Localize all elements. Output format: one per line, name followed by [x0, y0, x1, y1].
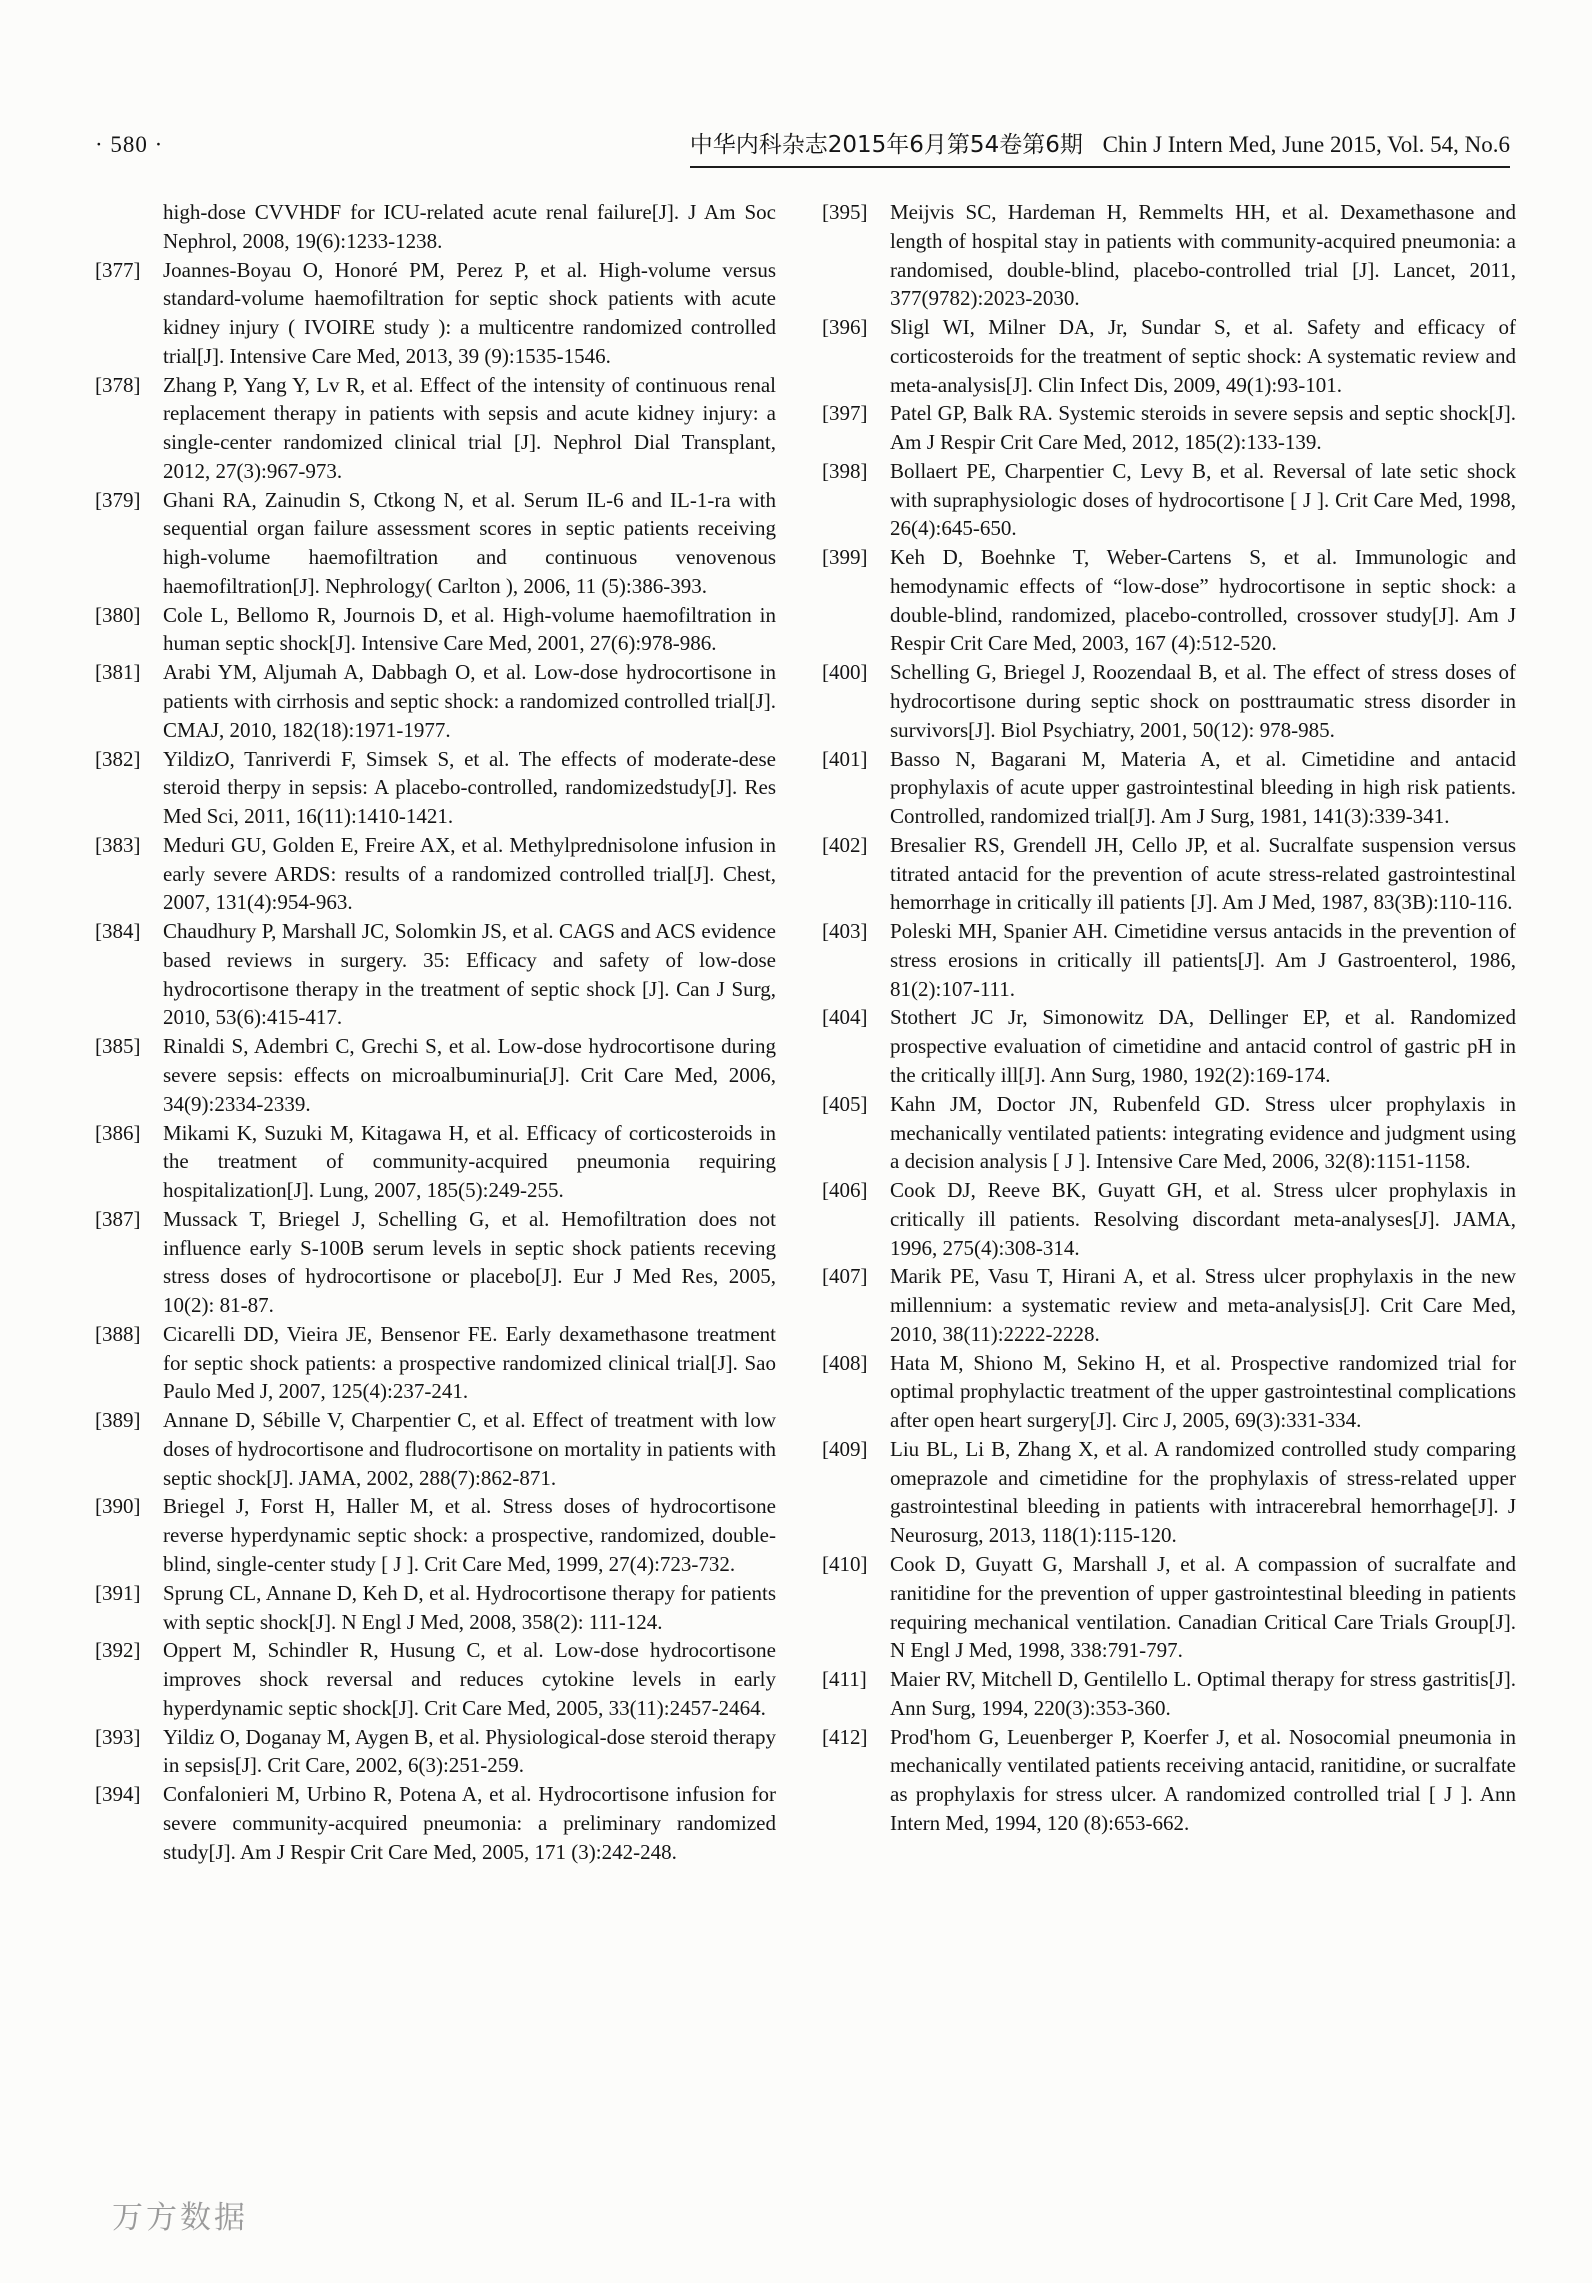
reference-number: [404] [822, 1005, 868, 1030]
reference-item [822, 457, 1516, 543]
reference-citation: Cicarelli DD, Vieira JE, Bensenor FE. Early dexamethasone treatment for septic shock patients: a prospective randomized clinical trial[J]. Sao Paulo Med J, 2007, 125(4):237-241. [163, 1321, 776, 1404]
reference-item [822, 917, 1516, 1003]
reference-number: [382] [95, 746, 141, 771]
reference-number: [379] [95, 487, 141, 512]
reference-item [95, 917, 776, 1032]
reference-citation: Basso N, Bagarani M, Materia A, et al. Cimetidine and antacid prophylaxis of acute upper gastrointestinal bleeding in high risk patients. Controlled, randomized trial[J]. Am J Surg, 1981, 141(3):339-341. [890, 746, 1516, 829]
reference-item [95, 1320, 776, 1406]
reference-number: [391] [95, 1580, 141, 1605]
reference-number: [402] [822, 832, 868, 857]
reference-citation: Rinaldi S, Adembri C, Grechi S, et al. Low-dose hydrocortisone during severe sepsis: effects on microalbuminuria[J]. Crit Care Med, 2006, 34(9):2334-2339. [163, 1034, 776, 1116]
reference-citation: Cole L, Bellomo R, Journois D, et al. High-volume haemofiltration in human septic shock[J]. Intensive Care Med, 2001, 27(6):978-986. [163, 602, 776, 656]
reference-item [95, 1723, 776, 1781]
reference-item [822, 745, 1516, 831]
reference-citation: Maier RV, Mitchell D, Gentilello L. Optimal therapy for stress gastritis[J]. Ann Surg, 1994, 220(3):353-360. [890, 1667, 1516, 1720]
reference-item [95, 1579, 776, 1637]
reference-item [822, 1349, 1516, 1435]
reference-citation: Prod'hom G, Leuenberger P, Koerfer J, et al. Nosocomial pneumonia in mechanically ventilated patients receiving antacid, ranitidine, or sucralfate as prophylaxis for stress ulcer. A randomized controlled trial [ J ]. Ann Intern Med, 1994, 120 (8):653-662. [890, 1724, 1516, 1835]
page-header [95, 126, 1510, 168]
reference-number: [400] [822, 660, 868, 685]
reference-number: [386] [95, 1120, 141, 1145]
reference-number: [394] [95, 1782, 141, 1807]
reference-citation: Oppert M, Schindler R, Husung C, et al. Low-dose hydrocortisone improves shock reversal and reduces cytokine levels in early hyperdynamic septic shock[J]. Crit Care Med, 2005, 33(11):2457-2464. [163, 1638, 776, 1720]
reference-number: [380] [95, 602, 141, 627]
reference-citation: Cook DJ, Reeve BK, Guyatt GH, et al. Stress ulcer prophylaxis in critically ill patients. Resolving discordant meta-analyses[J]. JAMA, 1996, 275(4):308-314. [890, 1178, 1516, 1260]
reference-item [95, 1780, 776, 1866]
reference-citation: Mussack T, Briegel J, Schelling G, et al. Hemofiltration does not influence early S-100B serum levels in septic shock patients receving stress doses of hydrocortisone or placebo[J]. Eur J Med Res, 2005, 10(2): 81-87. [163, 1206, 776, 1318]
reference-number: [377] [95, 257, 141, 282]
reference-citation: Bollaert PE, Charpentier C, Levy B, et al. Reversal of late setic shock with supraphysiologic doses of hydrocortisone [ J ]. Crit Care Med, 1998, 26(4):645-650. [890, 458, 1516, 541]
reference-number: [381] [95, 660, 141, 685]
reference-citation: Keh D, Boehnke T, Weber-Cartens S, et al. Immunologic and hemodynamic effects of “low-dose” hydrocortisone in septic shock: a double-blind, randomized, placebo-controlled, crossover study[J]. Am J Respir Crit Care Med, 2003, 167 (4):512-520. [890, 545, 1516, 656]
references-column-right [822, 198, 1516, 1866]
reference-number: [390] [95, 1494, 141, 1519]
reference-number: [410] [822, 1551, 868, 1576]
reference-item [822, 1176, 1516, 1262]
reference-item [822, 1550, 1516, 1665]
reference-item [95, 256, 776, 371]
reference-item [822, 198, 1516, 313]
reference-citation: Patel GP, Balk RA. Systemic steroids in severe sepsis and septic shock[J]. Am J Respir Crit Care Med, 2012, 185(2):133-139. [890, 401, 1516, 455]
reference-number: [407] [822, 1264, 868, 1289]
reference-citation: Meijvis SC, Hardeman H, Remmelts HH, et al. Dexamethasone and length of hospital stay in patients with community-acquired pneumonia: a randomised, double-blind, placebo-controlled trial [J]. Lancet, 2011, 377(9782):2023-2030. [890, 200, 1516, 311]
reference-number: [403] [822, 919, 868, 944]
reference-number: [411] [822, 1667, 867, 1692]
reference-number: [396] [822, 315, 868, 340]
reference-citation: Joannes-Boyau O, Honoré PM, Perez P, et al. High-volume versus standard-volume haemofiltration for septic shock patients with acute kidney injury ( IVOIRE study ): a multicentre randomized controlled trial[J]. Intensive Care Med, 2013, 39 (9):1535-1546. [163, 257, 776, 368]
reference-citation: Stothert JC Jr, Simonowitz DA, Dellinger EP, et al. Randomized prospective evaluation of cimetidine and antacid control of gastric pH in the critically ill[J]. Ann Surg, 1980, 192(2):169-174. [890, 1005, 1516, 1087]
reference-item [822, 658, 1516, 744]
reference-citation: Briegel J, Forst H, Haller M, et al. Stress doses of hydrocortisone reverse hyperdynamic septic shock: a prospective, randomized, double-blind, single-center study [ J ]. Crit Care Med, 1999, 27(4):723-732. [163, 1494, 776, 1576]
reference-item [822, 1723, 1516, 1838]
reference-number: [378] [95, 372, 141, 397]
reference-item [95, 1636, 776, 1722]
reference-citation: Chaudhury P, Marshall JC, Solomkin JS, et al. CAGS and ACS evidence based reviews in surgery. 35: Efficacy and safety of low-dose hydrocortisone therapy in the treatment of septic shock [J]. Can J Surg, 2010, 53(6):415-417. [163, 919, 776, 1030]
reference-citation: Hata M, Shiono M, Sekino H, et al. Prospective randomized trial for optimal prophylactic treatment of the upper gastrointestinal complications after open heart surgery[J]. Circ J, 2005, 69(3):331-334. [890, 1350, 1516, 1433]
reference-item [95, 1032, 776, 1118]
reference-citation: YildizO, Tanriverdi F, Simsek S, et al. The effects of moderate-dese steroid therpy in sepsis: A placebo-controlled, randomizedstudy[J]. Res Med Sci, 2011, 16(11):1410-1421. [163, 746, 776, 829]
reference-item [95, 1406, 776, 1492]
reference-citation: Marik PE, Vasu T, Hirani A, et al. Stress ulcer prophylaxis in the new millennium: a systematic review and meta-analysis[J]. Crit Care Med, 2010, 38(11):2222-2228. [890, 1264, 1516, 1346]
reference-number: [389] [95, 1408, 141, 1433]
reference-list [95, 198, 1516, 1866]
running-head [690, 126, 1510, 168]
reference-item [95, 486, 776, 601]
reference-number: [405] [822, 1091, 868, 1116]
reference-item [822, 831, 1516, 917]
reference-citation: Liu BL, Li B, Zhang X, et al. A randomized controlled study comparing omeprazole and cimetidine for the prophylaxis of stress-related upper gastrointestinal bleeding in patients with intracerebral hemorrhage[J]. J Neurosurg, 2013, 118(1):115-120. [890, 1436, 1516, 1548]
reference-number: [398] [822, 458, 868, 483]
reference-item [95, 1205, 776, 1320]
reference-number: [393] [95, 1724, 141, 1749]
reference-citation: Kahn JM, Doctor JN, Rubenfeld GD. Stress ulcer prophylaxis in mechanically ventilated patients: integrating evidence and judgment using a decision analysis [ J ]. Intensive Care Med, 2006, 32(8):1151-1158. [890, 1091, 1516, 1174]
reference-number: [409] [822, 1436, 868, 1461]
reference-item [822, 1262, 1516, 1348]
reference-number: [401] [822, 746, 868, 771]
reference-number: [395] [822, 200, 868, 224]
reference-item [95, 831, 776, 917]
reference-number: [385] [95, 1034, 141, 1059]
reference-item [822, 543, 1516, 658]
reference-citation: Meduri GU, Golden E, Freire AX, et al. Methylprednisolone infusion in early severe ARDS: results of a randomized controlled trial[J]. Chest, 2007, 131(4):954-963. [163, 832, 776, 915]
reference-item [95, 1492, 776, 1578]
reference-citation: Bresalier RS, Grendell JH, Cello JP, et al. Sucralfate suspension versus titrated antacid for the prevention of acute stress-related gastrointestinal hemorrhage in critically ill patients [J]. Am J Med, 1987, 83(3B):110-116. [890, 832, 1516, 915]
reference-citation: Sligl WI, Milner DA, Jr, Sundar S, et al. Safety and efficacy of corticosteroids for the treatment of septic shock: A systematic review and meta-analysis[J]. Clin Infect Dis, 2009, 49(1):93-101. [890, 315, 1516, 397]
reference-number: [383] [95, 832, 141, 857]
reference-citation: Yildiz O, Doganay M, Aygen B, et al. Physiological-dose steroid therapy in sepsis[J]. Crit Care, 2002, 6(3):251-259. [163, 1724, 776, 1778]
reference-citation: Annane D, Sébille V, Charpentier C, et al. Effect of treatment with low doses of hydrocortisone and fludrocortisone on mortality in patients with septic shock[J]. JAMA, 2002, 288(7):862-871. [163, 1408, 776, 1490]
reference-number: [397] [822, 401, 868, 426]
reference-number: [384] [95, 919, 141, 944]
references-column-left [95, 198, 776, 1866]
reference-item [822, 1090, 1516, 1176]
reference-item [822, 313, 1516, 399]
reference-number: [399] [822, 545, 868, 570]
journal-title-chinese: 中华内科杂志2015年6月第54卷第6期 [689, 132, 1083, 158]
reference-number: [406] [822, 1178, 868, 1203]
reference-number: [412] [822, 1724, 868, 1749]
reference-item [95, 658, 776, 744]
wanfang-watermark: 万方数据 [112, 2200, 248, 2236]
reference-number: [388] [95, 1321, 141, 1346]
reference-item [95, 601, 776, 659]
reference-citation: Cook D, Guyatt G, Marshall J, et al. A compassion of sucralfate and ranitidine for the prevention of upper gastrointestinal bleeding in patients requiring mechanical ventilation. Canadian Critical Care Trials Group[J]. N Engl J Med, 1998, 338:791-797. [890, 1551, 1516, 1663]
reference-item [822, 399, 1516, 457]
reference-item [822, 1665, 1516, 1723]
reference-citation: Mikami K, Suzuki M, Kitagawa H, et al. Efficacy of corticosteroids in the treatment of community-acquired pneumonia requiring hospitalization[J]. Lung, 2007, 185(5):249-255. [163, 1120, 776, 1203]
reference-item [822, 1435, 1516, 1550]
reference-citation: Ghani RA, Zainudin S, Ctkong N, et al. Serum IL-6 and IL-1-ra with sequential organ failure assessment scores in septic patients receiving high-volume haemofiltration and continuous venovenous haemofiltration[J]. Nephrology( Carlton ), 2006, 11 (5):386-393. [163, 487, 776, 598]
reference-item [822, 1003, 1516, 1089]
reference-item [95, 745, 776, 831]
reference-item [95, 371, 776, 486]
reference-citation: high-dose CVVHDF for ICU-related acute renal failure[J]. J Am Soc Nephrol, 2008, 19(6):1233-1238. [163, 200, 776, 253]
reference-citation: Sprung CL, Annane D, Keh D, et al. Hydrocortisone therapy for patients with septic shock[J]. N Engl J Med, 2008, 358(2): 111-124. [163, 1580, 776, 1634]
reference-number: [387] [95, 1206, 141, 1231]
reference-citation: Poleski MH, Spanier AH. Cimetidine versus antacids in the prevention of stress erosions in critically ill patients[J]. Am J Gastroenterol, 1986, 81(2):107-111. [890, 919, 1516, 1001]
reference-citation: Schelling G, Briegel J, Roozendaal B, et al. The effect of stress doses of hydrocortisone during septic shock on posttraumatic stress disorder in survivors[J]. Biol Psychiatry, 2001, 50(12): 978-985. [890, 660, 1516, 742]
journal-title-english: Chin J Intern Med, June 2015, Vol. 54, No.6 [1102, 132, 1510, 157]
reference-citation: Zhang P, Yang Y, Lv R, et al. Effect of the intensity of continuous renal replacement therapy in patients with sepsis and acute kidney injury: a single-center randomized clinical trial [J]. Nephrol Dial Transplant, 2012, 27(3):967-973. [163, 372, 776, 483]
reference-item [95, 1119, 776, 1205]
reference-number: [408] [822, 1350, 868, 1375]
reference-number: [392] [95, 1638, 141, 1663]
reference-item [95, 198, 776, 256]
reference-citation: Confalonieri M, Urbino R, Potena A, et al. Hydrocortisone infusion for severe community-acquired pneumonia: a preliminary randomized study[J]. Am J Respir Crit Care Med, 2005, 171 (3):242-248. [163, 1782, 776, 1864]
page-number: · 580 · [95, 132, 164, 157]
reference-citation: Arabi YM, Aljumah A, Dabbagh O, et al. Low-dose hydrocortisone in patients with cirrhosis and septic shock: a randomized controlled trial[J]. CMAJ, 2010, 182(18):1971-1977. [163, 660, 776, 742]
